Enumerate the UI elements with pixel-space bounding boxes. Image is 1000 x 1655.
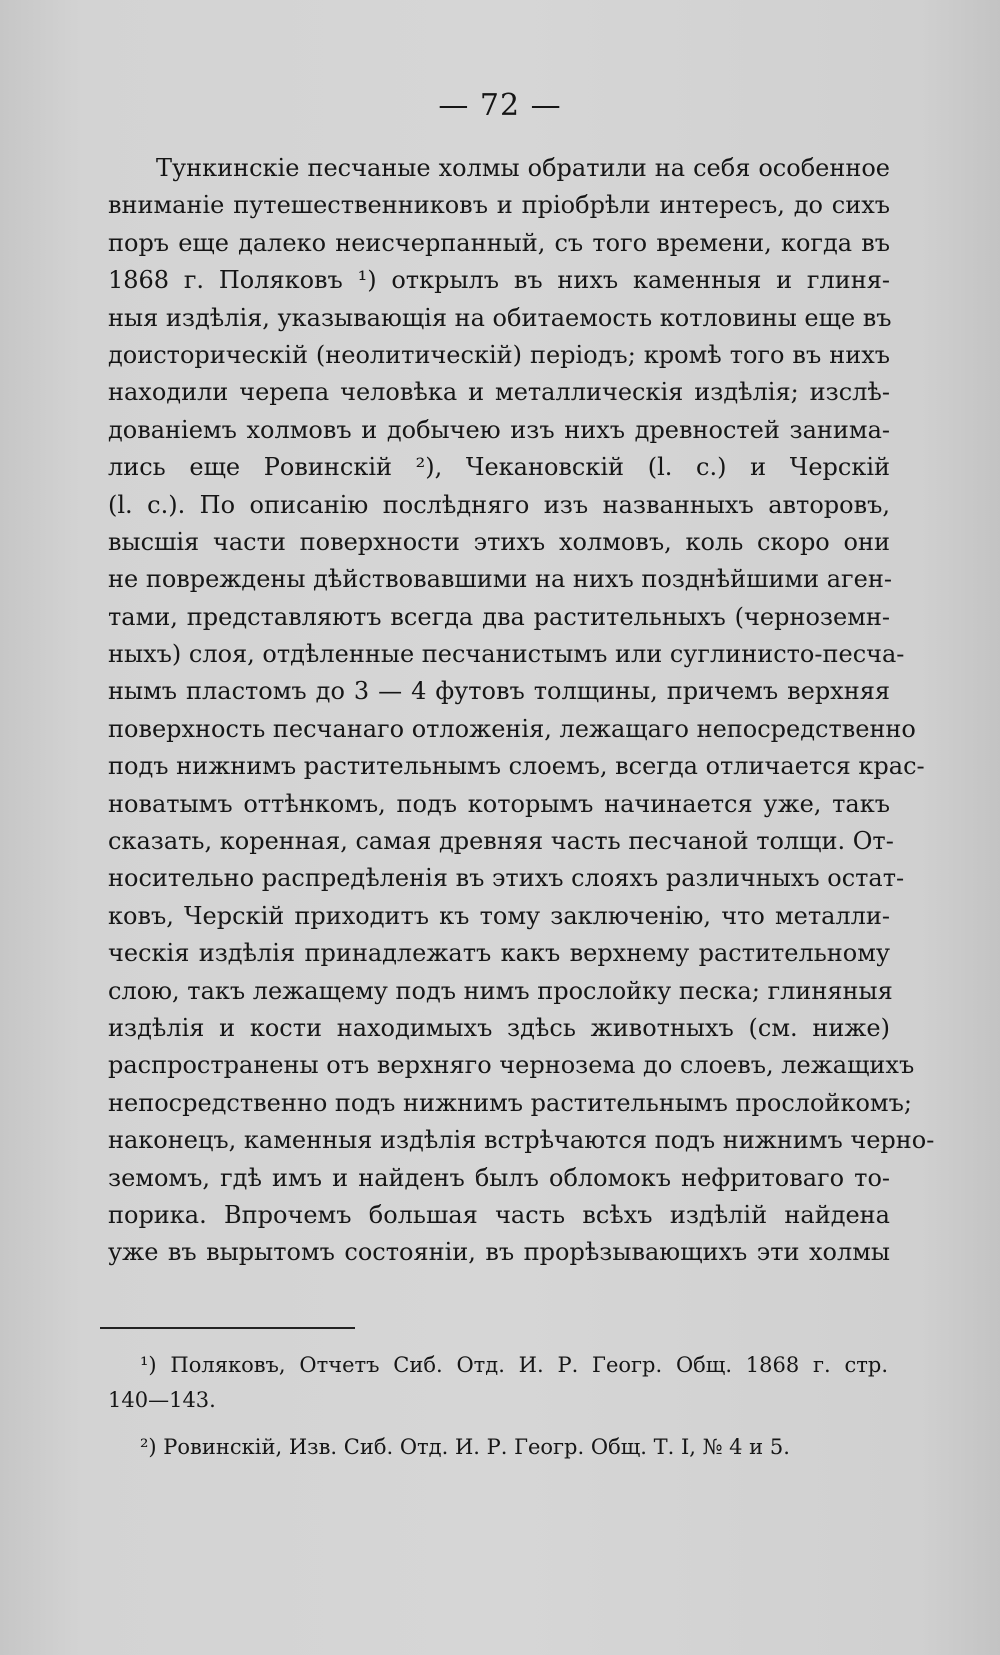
text-line: ныя издѣлія, указывающія на обитаемость котловины еще въ	[108, 303, 892, 332]
text-line: (l. c.). По описанію послѣдняго изъ названныхъ авторовъ,	[108, 490, 890, 519]
text-line: наконецъ, каменныя издѣлія встрѣчаются подъ нижнимъ черно-	[108, 1126, 935, 1155]
text-line: порика. Впрочемъ большая часть всѣхъ издѣлій найдена	[108, 1200, 890, 1229]
text-line: лись еще Ровинскій ²), Чекановскій (l. c.) и Черскій	[108, 453, 890, 482]
footnotes	[108, 1348, 888, 1465]
text-line: распространены отъ верхняго чернозема до слоевъ, лежащихъ	[108, 1051, 915, 1080]
text-line: подъ нижнимъ растительнымъ слоемъ, всегда отличается крас-	[108, 752, 925, 781]
text-line: тами, представляютъ всегда два растительныхъ (черноземн-	[108, 602, 890, 631]
footnote-line: ¹) Поляковъ, Отчетъ Сиб. Отд. И. Р. Геогр. Общ. 1868 г. стр.	[140, 1353, 888, 1377]
footnote-line: 140—143.	[108, 1388, 216, 1412]
text-line: нымъ пластомъ до 3 — 4 футовъ толщины, причемъ верхняя	[108, 677, 890, 706]
text-line: ковъ, Черскій приходитъ къ тому заключенію, что металли-	[108, 901, 890, 930]
text-line: новатымъ оттѣнкомъ, подъ которымъ начинается уже, такъ	[108, 789, 890, 818]
page-number: — 72 —	[438, 88, 562, 123]
footnote-line: ²) Ровинскій, Изв. Сиб. Отд. И. Р. Геогр. Общ. Т. I, № 4 и 5.	[140, 1435, 790, 1459]
footnote-separator	[100, 1327, 355, 1329]
text-line: вниманіе путешественниковъ и пріобрѣли интересъ, до сихъ	[108, 191, 890, 220]
text-line: ческія издѣлія принадлежатъ какъ верхнему растительному	[108, 939, 890, 968]
text-line: поверхность песчанаго отложенія, лежащаго непосредственно	[108, 714, 916, 743]
text-line: находили черепа человѣка и металлическія издѣлія; изслѣ-	[108, 378, 890, 407]
text-line: ныхъ) слоя, отдѣленные песчанистымъ или суглинисто-песча-	[108, 640, 905, 669]
text-line: 1868 г. Поляковъ ¹) открылъ въ нихъ каменныя и глиня-	[108, 266, 890, 295]
text-line: сказать, коренная, самая древняя часть песчаной толщи. От-	[108, 827, 894, 856]
text-line: непосредственно подъ нижнимъ растительнымъ прослойкомъ;	[108, 1088, 912, 1117]
text-line: доисторическій (неолитическій) періодъ; кромѣ того въ нихъ	[108, 340, 890, 369]
text-line: не повреждены дѣйствовавшими на нихъ позднѣйшими аген-	[108, 565, 892, 594]
text-line: слою, такъ лежащему подъ нимъ прослойку песка; глиняныя	[108, 976, 893, 1005]
text-line: издѣлія и кости находимыхъ здѣсь животныхъ (см. ниже)	[108, 1013, 890, 1042]
text-line: земомъ, гдѣ имъ и найденъ былъ обломокъ нефритоваго то-	[108, 1163, 890, 1192]
body-text	[108, 150, 935, 1272]
text-line: носительно распредѣленія въ этихъ слояхъ различныхъ остат-	[108, 864, 905, 893]
text-line: поръ еще далеко неисчерпанный, съ того времени, когда въ	[108, 228, 890, 257]
text-line: уже въ вырытомъ состояніи, въ прорѣзывающихъ эти холмы	[108, 1238, 890, 1267]
text-line: высшія части поверхности этихъ холмовъ, коль скоро они	[108, 527, 890, 556]
text-line: Тункинскіе песчаные холмы обратили на себя особенное	[156, 154, 890, 182]
text-line: дованіемъ холмовъ и добычею изъ нихъ древностей занима-	[108, 415, 890, 444]
